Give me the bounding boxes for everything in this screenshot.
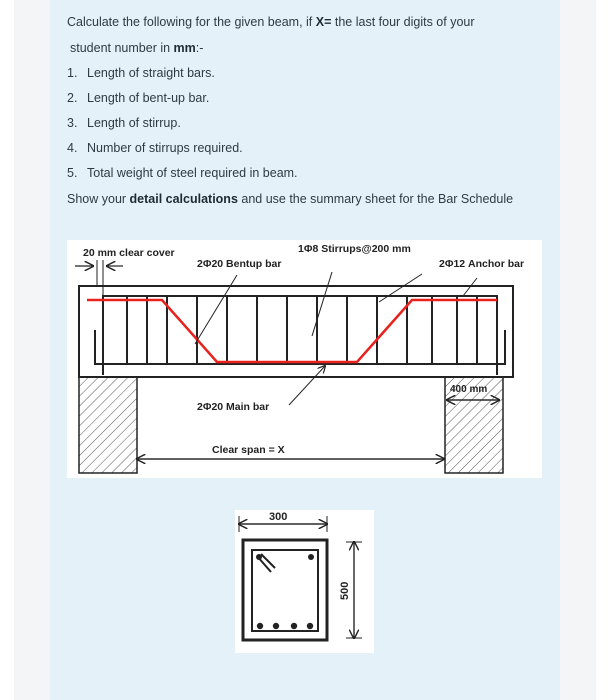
section-bottom-bar bbox=[273, 623, 279, 629]
leader-stirrup-2 bbox=[379, 274, 422, 302]
label-main-bar: 2Φ20 Main bar bbox=[197, 401, 270, 413]
leader-main bbox=[289, 366, 325, 405]
section-bottom-bar bbox=[307, 623, 313, 629]
list-item: 5. Total weight of steel required in beam. bbox=[67, 166, 298, 180]
section-bottom-bar bbox=[291, 623, 297, 629]
label-anchor: 2Φ12 Anchor bar bbox=[439, 258, 525, 270]
list-item: 3. Length of stirrup. bbox=[67, 116, 181, 130]
label-bentup: 2Φ20 Bentup bar bbox=[197, 258, 282, 270]
list-item: 2. Length of bent-up bar. bbox=[67, 91, 210, 105]
list-item: 4. Number of stirrups required. bbox=[67, 141, 243, 155]
main-bar bbox=[95, 330, 505, 364]
section-bottom-bar bbox=[257, 623, 263, 629]
label-support-width: 400 mm bbox=[450, 384, 488, 395]
stirrups bbox=[127, 296, 477, 364]
question-intro: Calculate the following for the given beam, if X= the last four digits of your bbox=[67, 15, 475, 29]
section-depth-label: 500 bbox=[339, 581, 351, 600]
label-clear-span: Clear span = X bbox=[212, 444, 285, 456]
beam-section-figure bbox=[235, 510, 374, 653]
section-outline bbox=[243, 540, 327, 640]
leader-stirrup bbox=[312, 272, 332, 336]
beam-elevation-figure bbox=[67, 240, 542, 478]
section-width-label: 300 bbox=[269, 511, 288, 523]
bentup-bar bbox=[87, 300, 497, 362]
label-clear-cover: 20 mm clear cover bbox=[83, 247, 175, 259]
left-support bbox=[79, 377, 137, 473]
question-intro-line2: student number in mm:- bbox=[70, 41, 204, 55]
question-closing: Show your detail calculations and use the summary sheet for the Bar Schedule bbox=[67, 192, 514, 206]
label-stirrups: 1Φ8 Stirrups@200 mm bbox=[298, 243, 411, 255]
list-item: 1. Length of straight bars. bbox=[67, 66, 215, 80]
